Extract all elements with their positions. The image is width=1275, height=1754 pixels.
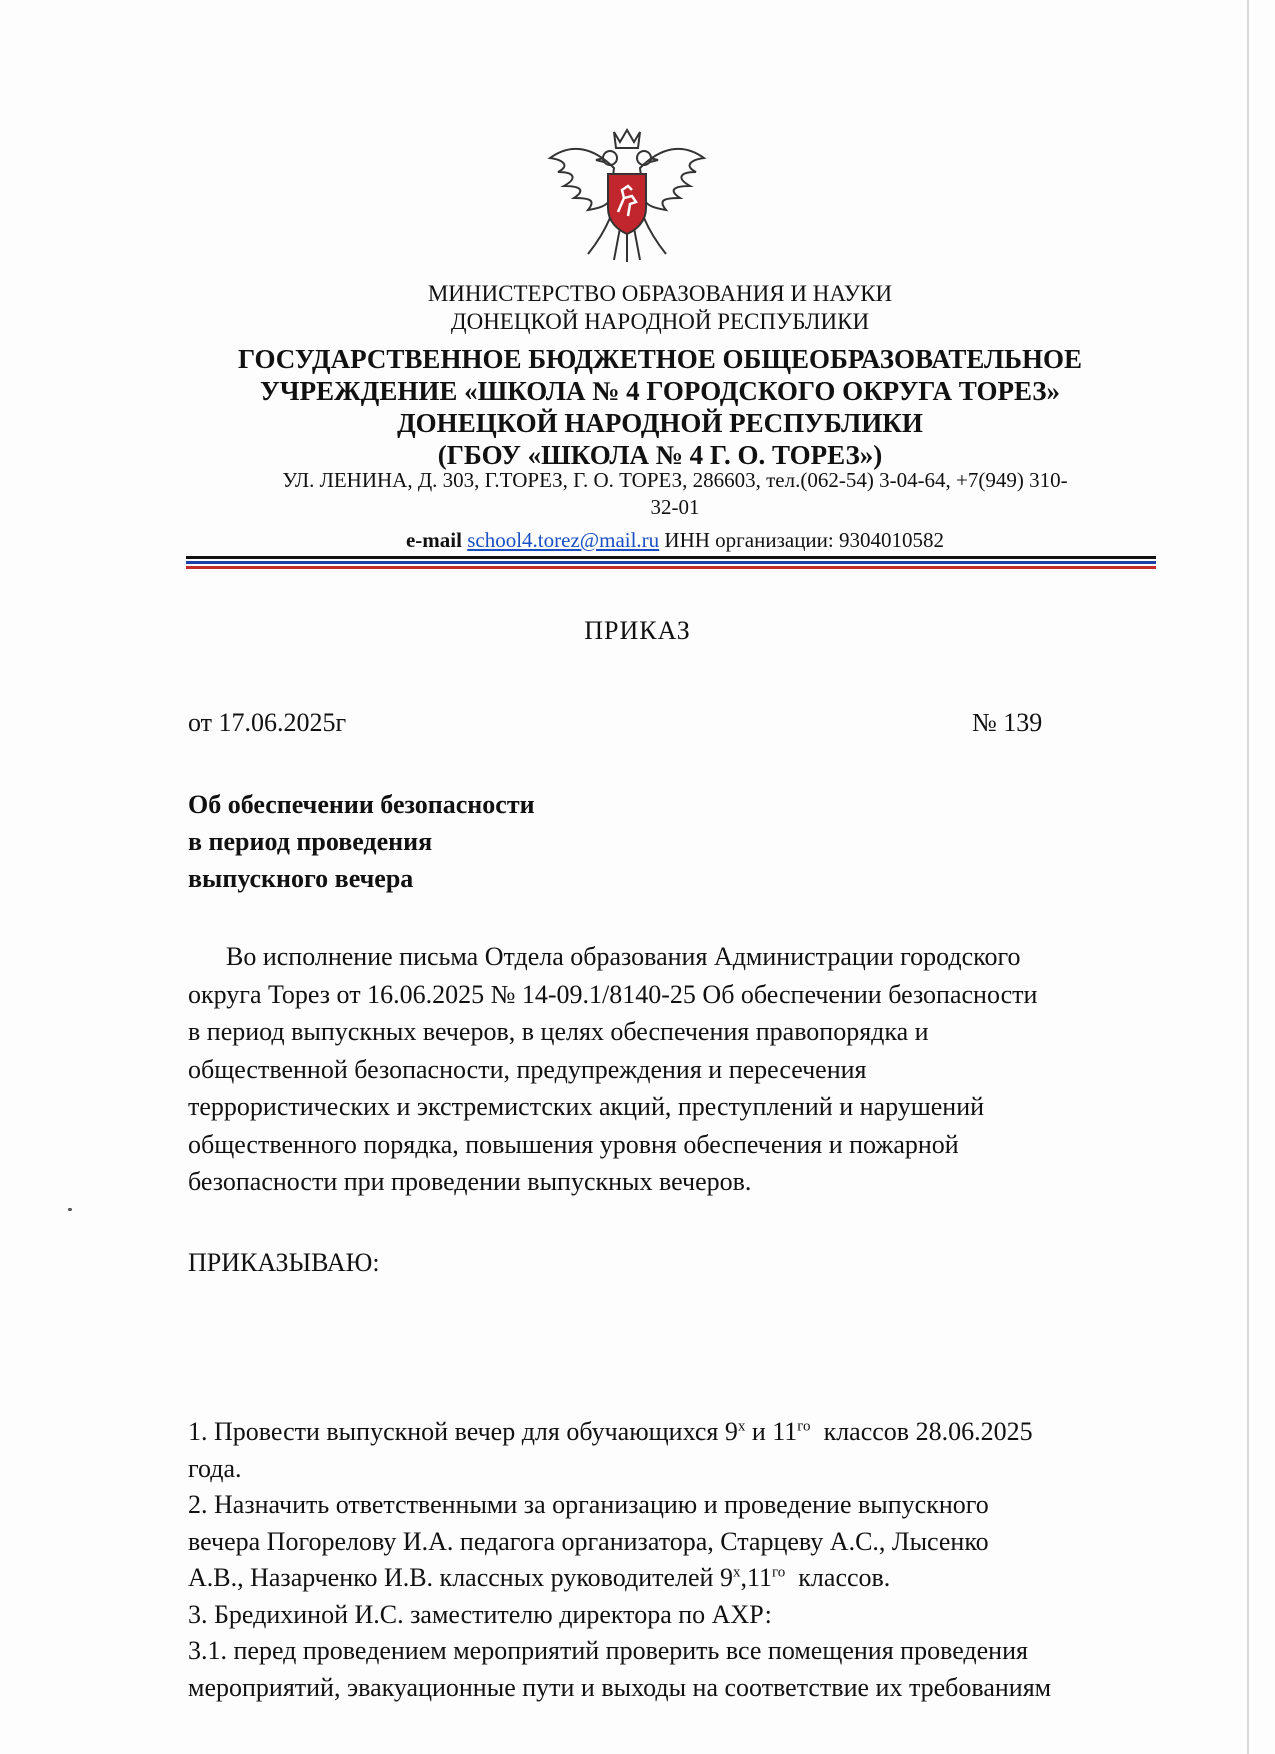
preamble-line: безопасности при проведении выпускных вечеров. [188, 1167, 752, 1196]
item-1-line [188, 1414, 1188, 1451]
item-1-text-c: классов 28.06.2025 [810, 1417, 1033, 1446]
item-2-text-c: классов. [785, 1563, 891, 1592]
item-2-line-3 [188, 1560, 1188, 1597]
item-1-text-b: и 11 [745, 1417, 798, 1446]
item-2-line: 2. Назначить ответственными за организацию и проведение выпускного [188, 1490, 989, 1519]
item-2-line: вечера Погорелову И.А. педагога организатора, Старцеву А.С., Лысенко [188, 1526, 989, 1556]
address-block [195, 467, 1155, 521]
order-title: ПРИКАЗ [584, 616, 691, 645]
superscript: го [797, 1418, 811, 1435]
item-2-text-a: А.В., Назарченко И.В. классных руководителей 9 [188, 1563, 733, 1592]
divider-black-stripe [186, 556, 1156, 559]
order-subject [188, 786, 535, 897]
inn-text: ИНН организации: 9304010582 [664, 528, 944, 552]
scan-artifact [68, 1208, 72, 1211]
divider-blue-stripe [186, 561, 1156, 564]
contact-line [195, 528, 1155, 553]
address-line: 32-01 [650, 495, 700, 519]
institution-heading [160, 343, 1160, 471]
orders-heading: ПРИКАЗЫВАЮ: [188, 1248, 380, 1277]
item-1-line-2: года. [188, 1453, 242, 1483]
item-3-1-line: 3.1. перед проведением мероприятий проверить все помещения проведения [188, 1636, 1028, 1665]
divider-red-stripe [186, 566, 1156, 569]
order-number: № 139 [972, 708, 1043, 737]
preamble-line: общественного порядка, повышения уровня обеспечения и пожарной [188, 1129, 959, 1159]
ministry-heading [160, 280, 1160, 336]
item-3-1-line: мероприятий, эвакуационные пути и выходы на соответствие их требованиям [188, 1672, 1052, 1702]
flag-divider [186, 556, 1156, 572]
institution-line: (ГБОУ «ШКОЛА № 4 Г. О. ТОРЕЗ») [437, 440, 883, 470]
superscript: х [737, 1418, 746, 1435]
dpr-coat-of-arms-icon [544, 128, 710, 268]
preamble-line: в период выпускных вечеров, в целях обеспечения правопорядка и [188, 1017, 929, 1046]
ministry-line: МИНИСТЕРСТВО ОБРАЗОВАНИЯ И НАУКИ [427, 281, 893, 306]
superscript: х [732, 1564, 741, 1581]
item-1-text-a: 1. Провести выпускной вечер для обучающихся 9 [188, 1417, 738, 1446]
institution-line: ДОНЕЦКОЙ НАРОДНОЙ РЕСПУБЛИКИ [397, 408, 923, 438]
institution-line: УЧРЕЖДЕНИЕ «ШКОЛА № 4 ГОРОДСКОГО ОКРУГА ТОРЕЗ» [259, 376, 1061, 406]
preamble-paragraph [188, 938, 1148, 1201]
ministry-line: ДОНЕЦКОЙ НАРОДНОЙ РЕСПУБЛИКИ [450, 309, 870, 334]
email-link[interactable]: school4.torez@mail.ru [467, 528, 660, 552]
scan-edge [1247, 0, 1249, 1754]
order-date: от 17.06.2025г [188, 708, 347, 737]
subject-line: Об обеспечении безопасности [188, 790, 535, 819]
item-3-line: 3. Бредихиной И.С. заместителю директора по АХР: [188, 1599, 772, 1629]
address-line: УЛ. ЛЕНИНА, Д. 303, Г.ТОРЕЗ, Г. О. ТОРЕЗ, 286603, тел.(062-54) 3-04-64, +7(949) 310- [282, 468, 1068, 492]
preamble-line: террористических и экстремистских акций, преступлений и нарушений [188, 1092, 985, 1121]
order-items [188, 1414, 1188, 1706]
preamble-line: округа Торез от 16.06.2025 № 14-09.1/8140-25 Об обеспечении безопасности [188, 979, 1038, 1009]
subject-line: выпускного вечера [188, 864, 414, 893]
preamble-line: Во исполнение письма Отдела образования Администрации городского [226, 942, 1021, 971]
email-label: e-mail [405, 528, 462, 552]
subject-line: в период проведения [188, 827, 433, 856]
preamble-line: общественной безопасности, предупреждения и пересечения [188, 1054, 867, 1084]
item-2-text-b: ,11 [740, 1563, 773, 1592]
institution-line: ГОСУДАРСТВЕННОЕ БЮДЖЕТНОЕ ОБЩЕОБРАЗОВАТЕЛЬНОЕ [237, 344, 1083, 374]
superscript: го [772, 1564, 786, 1581]
